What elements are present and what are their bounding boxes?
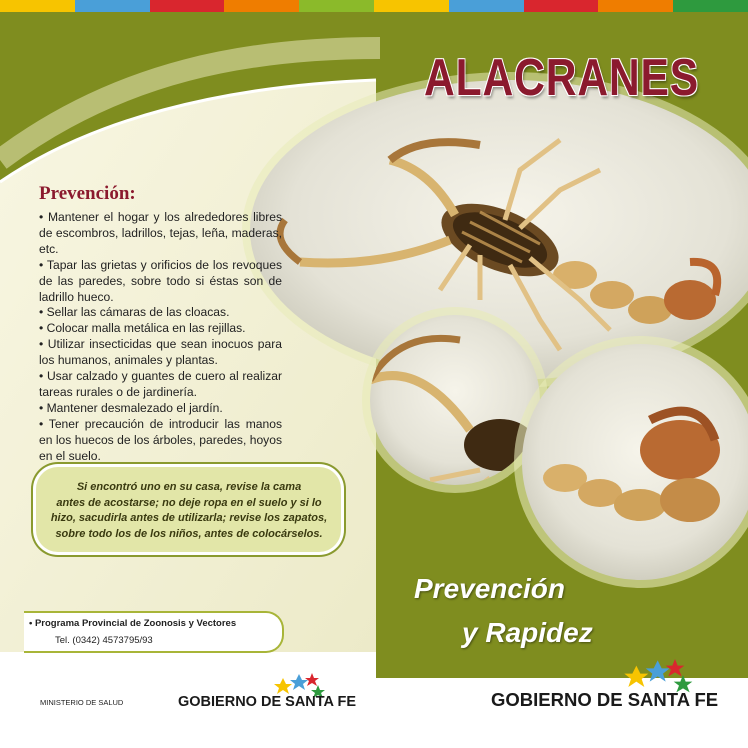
prevention-heading: Prevención: — [39, 183, 136, 204]
ministry-label: MINISTERIO DE SALUD — [40, 698, 124, 707]
prevention-list — [39, 210, 282, 465]
list-item: • Tener precaución de introducir las manos en los huecos de los árboles, paredes, hoyos en el suelo. — [39, 416, 282, 463]
list-item: • Tapar las grietas y orificios de los revoques de las paredes, sobre todo si éstas son de ladrillo hueco. — [39, 257, 282, 304]
list-item: • Mantener desmalezado el jardín. — [39, 400, 223, 415]
list-item: • Usar calzado y guantes de cuero al realizar tareas rurales o de jardinería. — [39, 369, 282, 399]
main-title: ALACRANES — [424, 49, 700, 107]
callout-line: hizo, sacudirla antes de utilizarla; revise los zapatos, — [50, 512, 328, 524]
slogan-line-1: Prevención — [414, 573, 565, 604]
callout-text — [44, 480, 334, 542]
phone-number: Tel. (0342) 4573795/93 — [55, 635, 153, 646]
government-logo-small: GOBIERNO DE SANTA FE — [178, 694, 357, 710]
callout-line: sobre todo los de los niños, antes de colocárselos. — [55, 527, 323, 540]
list-item: • Sellar las cámaras de las cloacas. — [39, 305, 230, 320]
callout-line: antes de acostarse; no deje ropa en el suelo y si lo — [56, 496, 322, 509]
list-item: • Utilizar insecticidas que sean inocuos para los humanos, animales y plantas. — [39, 337, 282, 368]
program-name: • Programa Provincial de Zoonosis y Vectores — [29, 618, 237, 629]
slogan-line-2: y Rapidez — [462, 617, 593, 648]
callout-line: Si encontró uno en su casa, revise la cama — [76, 481, 302, 493]
list-item: • Colocar malla metálica en las rejillas. — [39, 321, 246, 336]
list-item: • Mantener el hogar y los alrededores libres de escombros, ladrillos, tejas, leña, maderas, etc. — [39, 210, 282, 256]
government-logo-large: GOBIERNO DE SANTA FE — [491, 689, 719, 710]
